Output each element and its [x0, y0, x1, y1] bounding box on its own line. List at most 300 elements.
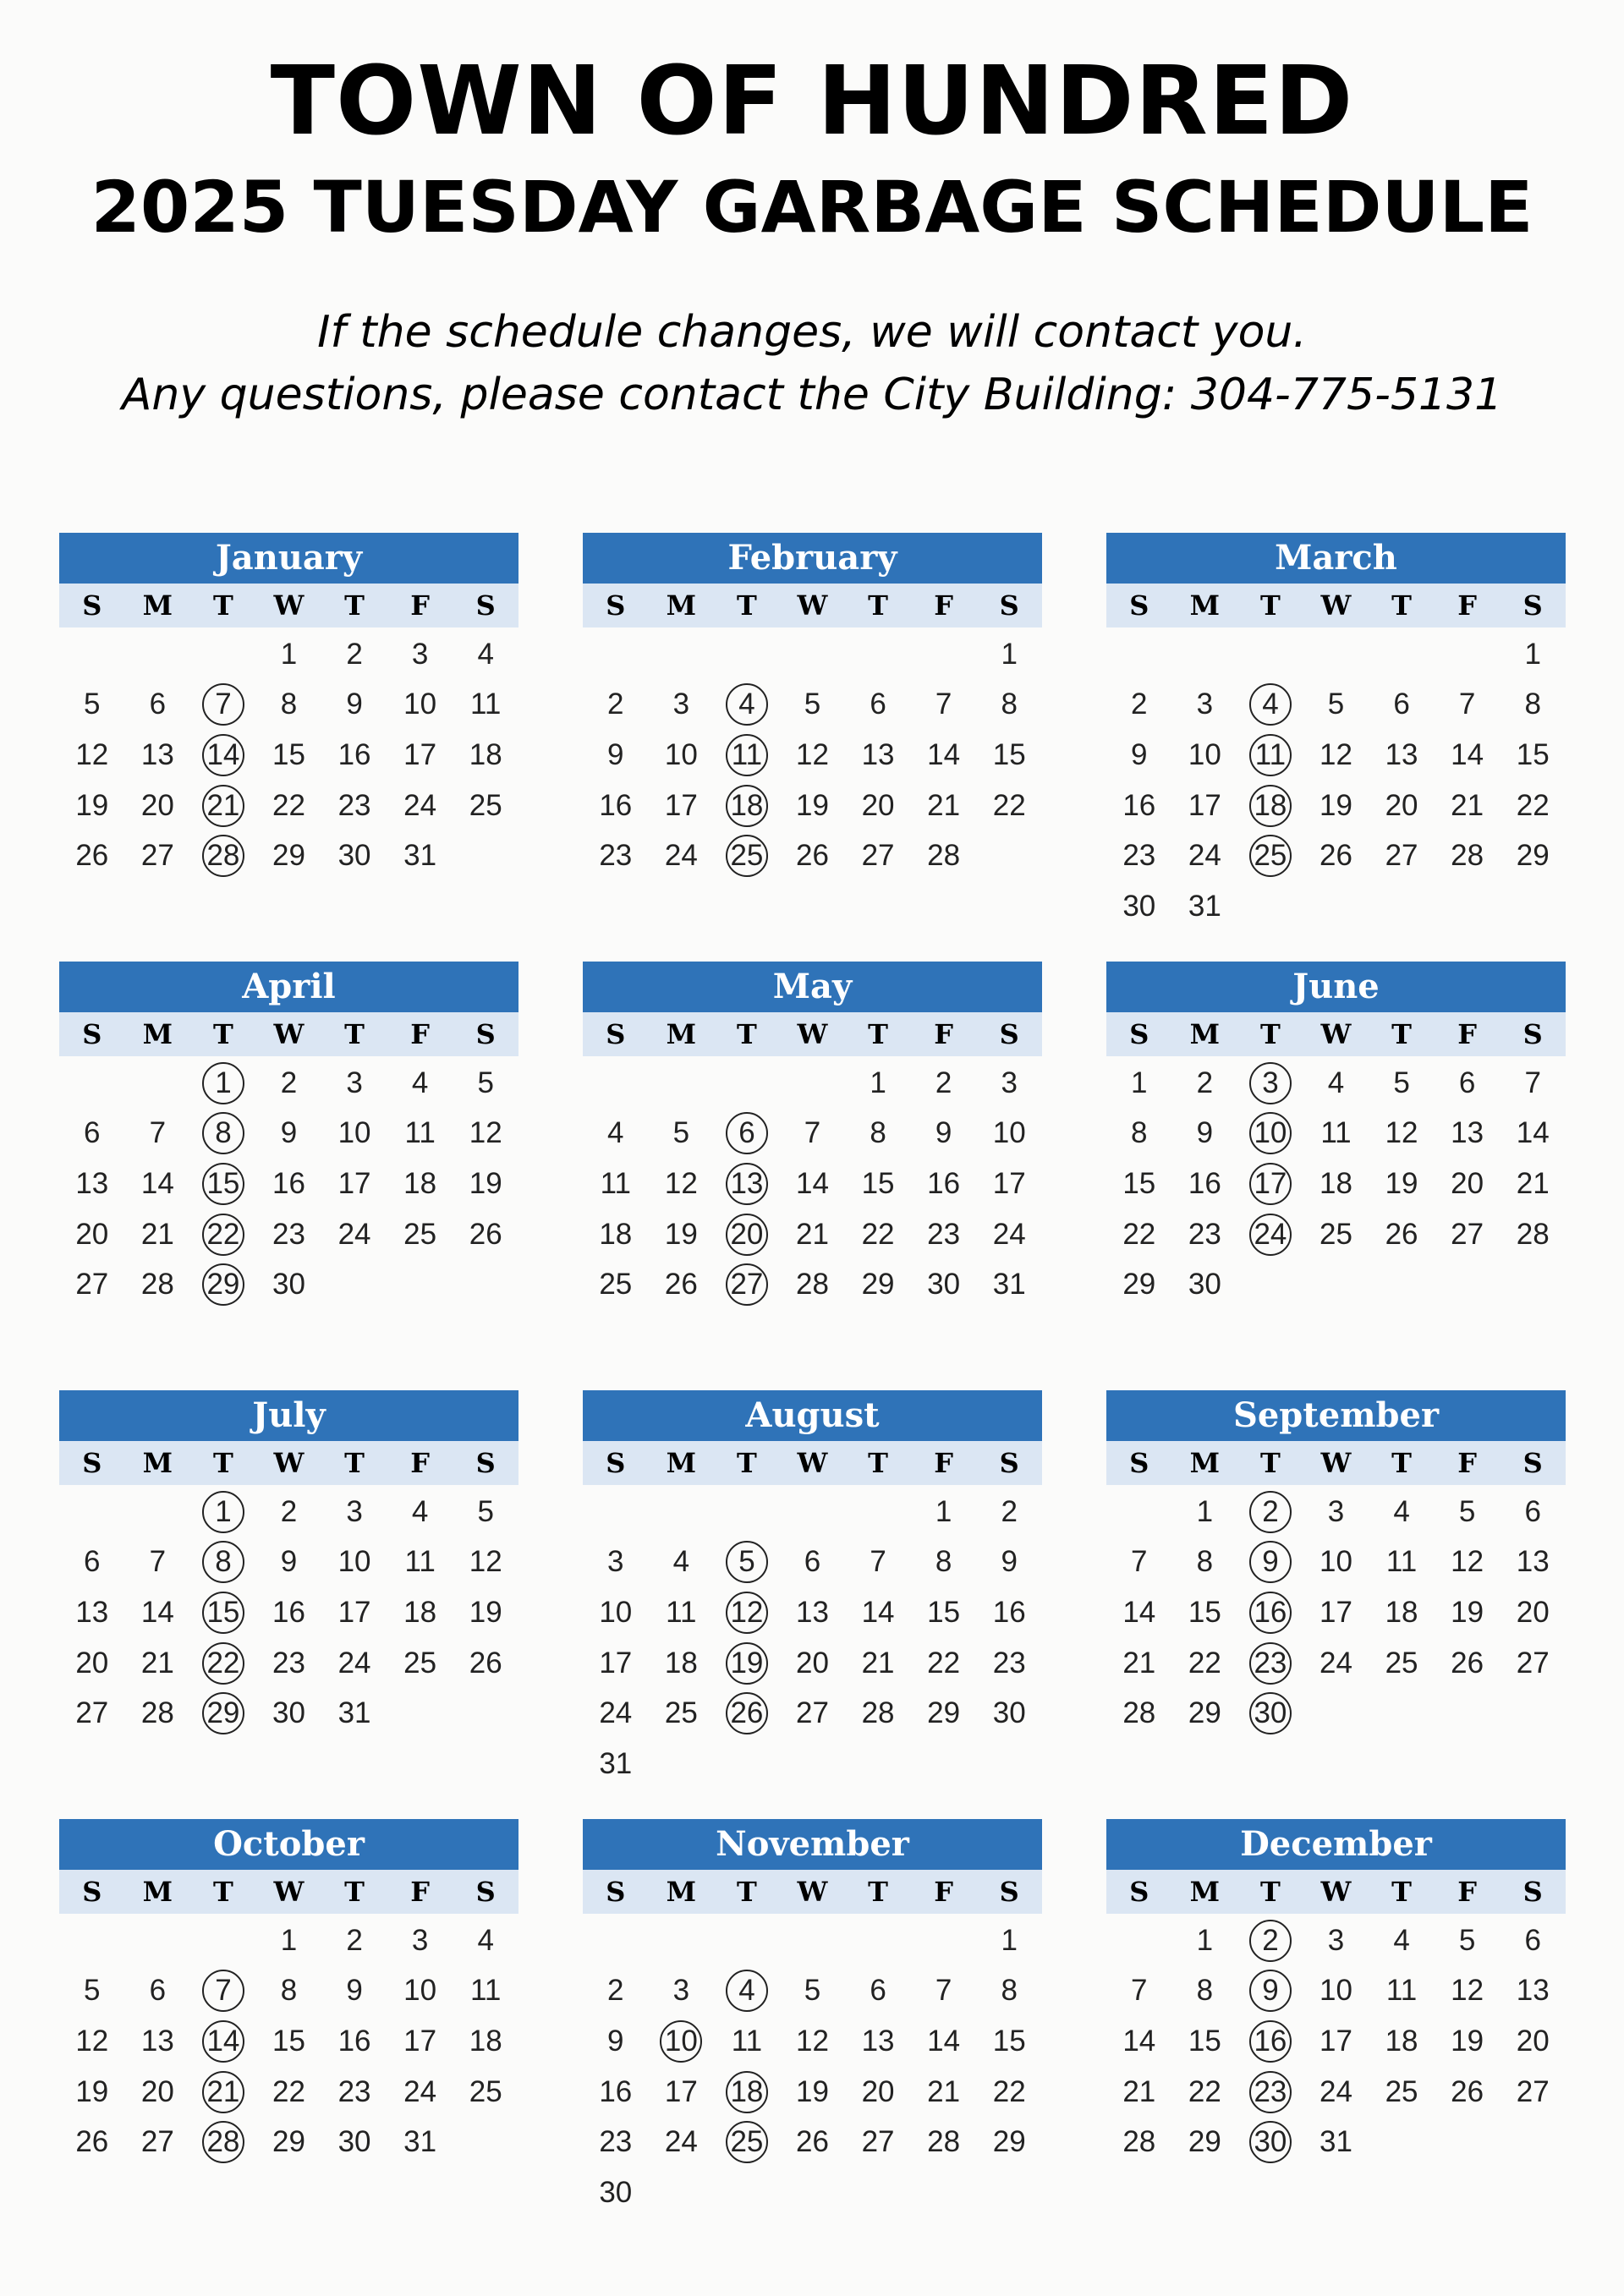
calendar-day [1369, 1915, 1435, 1966]
day-number: 10 [403, 688, 437, 721]
day-number: 20 [140, 2074, 174, 2108]
weekday-label: S [82, 1876, 102, 1908]
calendar-day [1500, 1915, 1566, 1966]
day-number: 8 [1196, 1545, 1214, 1579]
calendar-day [976, 629, 1042, 680]
calendar-day [845, 1966, 911, 2017]
day-number: 10 [1320, 1974, 1352, 2008]
weekday-header [1106, 1012, 1566, 1056]
day-number: 2 [346, 637, 363, 671]
day-number: 23 [1249, 2071, 1292, 2113]
calendar-day [256, 1487, 322, 1537]
day-number: 12 [796, 2024, 829, 2058]
day-number: 19 [75, 788, 109, 822]
calendar-day [1106, 1537, 1172, 1588]
weekday-label: F [1457, 1447, 1477, 1479]
day-grid [583, 1915, 1042, 2218]
day-number: 3 [1196, 688, 1214, 721]
weekday-label: W [273, 1447, 304, 1479]
day-number: 9 [1131, 737, 1148, 771]
day-number: 9 [346, 688, 363, 721]
pickup-day [1237, 2016, 1303, 2067]
day-number: 23 [337, 2074, 371, 2108]
day-number: 6 [726, 1112, 768, 1154]
day-number: 29 [1188, 2125, 1221, 2159]
day-number: 24 [337, 1646, 371, 1680]
weekday-label: S [1129, 1018, 1149, 1050]
calendar-day [59, 1688, 125, 1739]
calendar-day [125, 1587, 191, 1638]
weekday-label: M [666, 1018, 697, 1050]
weekday-header [59, 584, 518, 627]
calendar-day [1369, 1966, 1435, 2017]
weekday-label: T [737, 1447, 757, 1479]
day-number: 15 [272, 737, 305, 771]
day-number: 8 [280, 1974, 298, 2008]
day-number: 13 [75, 1166, 109, 1200]
day-grid [1106, 629, 1566, 932]
day-number: 14 [202, 2020, 244, 2063]
empty-cell [911, 629, 977, 680]
calendar-day [1172, 881, 1238, 932]
weekday-label: W [273, 1018, 304, 1050]
calendar-day [1172, 2117, 1238, 2167]
calendar-day [1435, 2016, 1501, 2067]
month-title: December [1106, 1819, 1566, 1870]
calendar-day [59, 1587, 125, 1638]
day-number: 22 [1188, 1646, 1221, 1680]
weekday-label: S [606, 1447, 626, 1479]
empty-cell [190, 629, 256, 680]
calendar-day [583, 730, 649, 781]
pickup-day [190, 1688, 256, 1739]
pickup-day [1237, 830, 1303, 881]
day-number: 19 [469, 1166, 502, 1200]
calendar-day [387, 1487, 453, 1537]
day-number: 3 [672, 688, 690, 721]
weekday-label: F [410, 1018, 430, 1050]
day-number: 10 [403, 1974, 437, 2008]
weekday-label: W [1320, 1876, 1352, 1908]
day-number: 4 [411, 1494, 429, 1528]
calendar-day [911, 1109, 977, 1159]
month-title: November [583, 1819, 1042, 1870]
pickup-day [714, 1259, 780, 1310]
month-title: July [59, 1390, 518, 1441]
day-number: 31 [1320, 2125, 1352, 2159]
calendar-day [1172, 2016, 1238, 2067]
day-number: 6 [1524, 1494, 1541, 1528]
weekday-label: M [1189, 1447, 1221, 1479]
calendar-day [1106, 830, 1172, 881]
calendar-day [583, 1259, 649, 1310]
day-number: 21 [796, 1217, 829, 1251]
day-number: 18 [469, 2024, 502, 2058]
day-number: 24 [1320, 2074, 1352, 2108]
calendar-day [1106, 1587, 1172, 1638]
day-number: 28 [1451, 839, 1484, 873]
empty-cell [649, 629, 715, 680]
weekday-label: T [213, 1876, 233, 1908]
day-number: 30 [599, 2175, 633, 2209]
calendar-day [1106, 2016, 1172, 2067]
pickup-day [714, 1109, 780, 1159]
calendar-day [845, 2117, 911, 2167]
day-number: 21 [1516, 1166, 1550, 1200]
calendar-day [780, 1109, 846, 1159]
weekday-label: T [737, 1876, 757, 1908]
calendar-day [1369, 730, 1435, 781]
day-number: 22 [1122, 1217, 1156, 1251]
empty-cell [59, 1487, 125, 1537]
day-number: 26 [1320, 839, 1352, 873]
day-number: 11 [404, 1116, 436, 1150]
page-subtitle: 2025 TUESDAY GARBAGE SCHEDULE [91, 166, 1533, 249]
calendar-day [453, 1966, 518, 2017]
day-number: 29 [272, 2125, 305, 2159]
calendar-day [453, 1487, 518, 1537]
day-number: 4 [1327, 1066, 1345, 1099]
calendar-day [321, 781, 387, 831]
calendar-day [911, 1159, 977, 1209]
calendar-day [911, 2016, 977, 2067]
day-number: 24 [599, 1696, 633, 1730]
day-number: 15 [1188, 2024, 1221, 2058]
day-number: 8 [870, 1116, 886, 1150]
day-number: 20 [140, 788, 174, 822]
weekday-label: S [999, 589, 1019, 622]
day-number: 15 [272, 2024, 305, 2058]
calendar-day [911, 1259, 977, 1310]
calendar-day [256, 629, 322, 680]
calendar-day [387, 629, 453, 680]
calendar-day [976, 1537, 1042, 1588]
day-number: 25 [403, 1217, 437, 1251]
month-title: February [583, 533, 1042, 584]
calendar-day [1303, 1209, 1369, 1260]
pickup-day [1237, 1058, 1303, 1109]
day-number: 30 [272, 1268, 305, 1301]
calendar-day [1106, 730, 1172, 781]
calendar-day [1500, 1487, 1566, 1537]
calendar-day [125, 680, 191, 731]
calendar-day [321, 629, 387, 680]
calendar-day [256, 2067, 322, 2118]
day-number: 1 [1001, 637, 1018, 671]
empty-cell [845, 1915, 911, 1966]
calendar-day [387, 1159, 453, 1209]
day-number: 24 [337, 1217, 371, 1251]
day-number: 28 [861, 1696, 895, 1730]
calendar-day [59, 2016, 125, 2067]
day-number: 23 [599, 839, 633, 873]
day-number: 29 [992, 2125, 1026, 2159]
pickup-day [1237, 1966, 1303, 2017]
calendar-day [583, 1109, 649, 1159]
day-number: 2 [280, 1494, 298, 1528]
calendar-day [256, 730, 322, 781]
day-number: 7 [1131, 1974, 1148, 2008]
day-number: 20 [1516, 2024, 1550, 2058]
day-number: 1 [202, 1491, 244, 1533]
calendar-day [387, 830, 453, 881]
calendar-day [453, 629, 518, 680]
day-number: 8 [935, 1545, 952, 1579]
pickup-day [1237, 781, 1303, 831]
day-number: 22 [992, 2074, 1026, 2108]
day-number: 16 [337, 737, 371, 771]
month-calendar [1106, 1819, 1566, 2248]
calendar-day [649, 1109, 715, 1159]
calendar-day [1303, 680, 1369, 731]
day-number: 13 [861, 2024, 895, 2058]
pickup-day [1237, 2067, 1303, 2118]
calendar-day [780, 2117, 846, 2167]
calendar-day [387, 1915, 453, 1966]
calendar-day [976, 1058, 1042, 1109]
day-number: 23 [272, 1217, 305, 1251]
calendar-day [1369, 1638, 1435, 1689]
calendar-day [387, 2016, 453, 2067]
calendar-day [1172, 1259, 1238, 1310]
day-number: 30 [992, 1696, 1026, 1730]
day-grid [1106, 1915, 1566, 2167]
pickup-day [649, 2016, 715, 2067]
weekday-label: W [1320, 589, 1352, 622]
weekday-header [1106, 1870, 1566, 1914]
day-number: 4 [1393, 1494, 1410, 1528]
empty-cell [714, 1915, 780, 1966]
empty-cell [190, 1915, 256, 1966]
day-number: 18 [664, 1646, 698, 1680]
calendar-day [583, 2016, 649, 2067]
calendar-day [1435, 1537, 1501, 1588]
day-number: 11 [1249, 734, 1292, 776]
day-number: 5 [84, 688, 101, 721]
day-number: 26 [664, 1268, 698, 1301]
day-number: 16 [1249, 1592, 1292, 1634]
weekday-label: M [666, 1876, 697, 1908]
calendar-day [1435, 2067, 1501, 2118]
day-number: 14 [1122, 2024, 1156, 2058]
calendar-day [256, 781, 322, 831]
day-number: 16 [272, 1166, 305, 1200]
day-number: 9 [607, 737, 624, 771]
calendar-day [780, 1259, 846, 1310]
calendar-day [1500, 781, 1566, 831]
day-number: 17 [337, 1166, 371, 1200]
day-number: 28 [927, 839, 961, 873]
day-number: 30 [1249, 1692, 1292, 1734]
day-number: 23 [992, 1646, 1026, 1680]
day-number: 18 [1320, 1166, 1352, 1200]
calendar-day [321, 1209, 387, 1260]
weekday-header [59, 1441, 518, 1485]
calendar-day [649, 1966, 715, 2017]
day-number: 12 [1451, 1545, 1484, 1579]
pickup-day [1237, 1159, 1303, 1209]
calendar-day [1172, 781, 1238, 831]
calendar-day [649, 781, 715, 831]
weekday-label: T [213, 1447, 233, 1479]
pickup-day [1237, 1537, 1303, 1588]
calendar-day [1500, 2067, 1566, 2118]
pickup-day [714, 1209, 780, 1260]
pickup-day [190, 781, 256, 831]
day-number: 14 [1122, 1595, 1156, 1629]
day-number: 12 [664, 1166, 698, 1200]
day-number: 9 [1196, 1116, 1214, 1150]
day-number: 24 [403, 2074, 437, 2108]
day-grid [59, 1915, 518, 2167]
day-number: 12 [469, 1545, 502, 1579]
day-number: 17 [1188, 788, 1221, 822]
month-calendar [583, 1819, 1042, 2248]
day-number: 27 [75, 1696, 109, 1730]
day-number: 5 [804, 688, 821, 721]
day-number: 14 [796, 1166, 829, 1200]
calendar-day [1303, 2016, 1369, 2067]
calendar-day [911, 1537, 977, 1588]
empty-cell [714, 629, 780, 680]
day-number: 14 [1516, 1116, 1550, 1150]
calendar-day [125, 1537, 191, 1588]
day-number: 2 [1249, 1491, 1292, 1533]
day-number: 26 [1451, 2074, 1484, 2108]
day-number: 28 [1122, 2125, 1156, 2159]
day-number: 25 [726, 2121, 768, 2163]
calendar-day [976, 1688, 1042, 1739]
weekday-label: W [1320, 1447, 1352, 1479]
day-number: 11 [404, 1545, 436, 1579]
empty-cell [1237, 629, 1303, 680]
weekday-label: W [797, 1018, 828, 1050]
day-number: 25 [664, 1696, 698, 1730]
calendar-day [125, 1638, 191, 1689]
calendar-day [976, 1487, 1042, 1537]
day-number: 28 [1122, 1696, 1156, 1730]
calendar-day [649, 680, 715, 731]
day-number: 16 [272, 1595, 305, 1629]
calendar-day [1303, 2117, 1369, 2167]
day-number: 17 [1320, 2024, 1352, 2058]
calendar-day [1500, 1159, 1566, 1209]
weekday-label: M [1189, 1018, 1221, 1050]
day-number: 16 [1188, 1166, 1221, 1200]
calendar-day [976, 1209, 1042, 1260]
calendar-day [1303, 830, 1369, 881]
day-number: 12 [1320, 737, 1352, 771]
day-number: 7 [202, 1970, 244, 2012]
calendar-day [1106, 1638, 1172, 1689]
day-number: 5 [1458, 1923, 1476, 1957]
calendar-day [321, 1587, 387, 1638]
weekday-label: M [142, 1876, 173, 1908]
day-number: 25 [599, 1268, 633, 1301]
day-number: 30 [1122, 889, 1156, 923]
day-number: 19 [469, 1595, 502, 1629]
calendar-day [1106, 1259, 1172, 1310]
day-number: 24 [992, 1217, 1026, 1251]
calendar-day [1500, 1638, 1566, 1689]
day-number: 29 [202, 1263, 244, 1306]
calendar-day [583, 2067, 649, 2118]
calendar-day [453, 1638, 518, 1689]
weekday-label: S [606, 589, 626, 622]
day-number: 5 [1393, 1066, 1410, 1099]
day-number: 7 [1458, 688, 1476, 721]
day-number: 3 [672, 1974, 690, 2008]
day-number: 30 [927, 1268, 961, 1301]
calendar-day [1172, 2067, 1238, 2118]
pickup-day [714, 2067, 780, 2118]
day-number: 12 [1451, 1974, 1484, 2008]
day-number: 3 [346, 1494, 363, 1528]
day-number: 27 [1451, 1217, 1484, 1251]
day-number: 6 [149, 688, 167, 721]
day-number: 25 [469, 2074, 502, 2108]
weekday-label: M [142, 589, 173, 622]
day-number: 31 [403, 2125, 437, 2159]
day-number: 23 [927, 1217, 961, 1251]
calendar-day [583, 2117, 649, 2167]
day-number: 4 [672, 1545, 690, 1579]
day-number: 7 [149, 1116, 167, 1150]
day-number: 19 [796, 2074, 829, 2108]
day-number: 23 [337, 788, 371, 822]
calendar-day [911, 1058, 977, 1109]
day-number: 16 [599, 2074, 633, 2108]
pickup-day [714, 1537, 780, 1588]
weekday-header [59, 1870, 518, 1914]
empty-cell [780, 629, 846, 680]
calendar-day [1369, 1159, 1435, 1209]
calendar-day [976, 1587, 1042, 1638]
calendar-day [649, 730, 715, 781]
calendar-day [911, 781, 977, 831]
day-number: 16 [992, 1595, 1026, 1629]
day-number: 16 [927, 1166, 961, 1200]
calendar-day [976, 1915, 1042, 1966]
calendar-day [1435, 1587, 1501, 1638]
calendar-day [649, 1209, 715, 1260]
calendar-day [845, 730, 911, 781]
empty-cell [714, 1487, 780, 1537]
day-number: 24 [664, 2125, 698, 2159]
day-number: 21 [1122, 2074, 1156, 2108]
day-number: 30 [337, 839, 371, 873]
day-number: 22 [927, 1646, 961, 1680]
pickup-day [1237, 1688, 1303, 1739]
calendar-day [321, 1638, 387, 1689]
pickup-day [1237, 730, 1303, 781]
calendar-day [256, 1109, 322, 1159]
calendar-day [59, 1966, 125, 2017]
day-number: 21 [202, 785, 244, 827]
calendar-day [256, 2117, 322, 2167]
pickup-day [1237, 680, 1303, 731]
day-number: 10 [337, 1545, 371, 1579]
day-number: 22 [992, 788, 1026, 822]
day-number: 15 [992, 2024, 1026, 2058]
calendar-day [453, 2016, 518, 2067]
pickup-day [190, 730, 256, 781]
day-number: 10 [664, 737, 698, 771]
weekday-label: S [475, 1447, 496, 1479]
calendar-day [125, 1109, 191, 1159]
weekday-label: W [273, 1876, 304, 1908]
day-number: 16 [337, 2024, 371, 2058]
